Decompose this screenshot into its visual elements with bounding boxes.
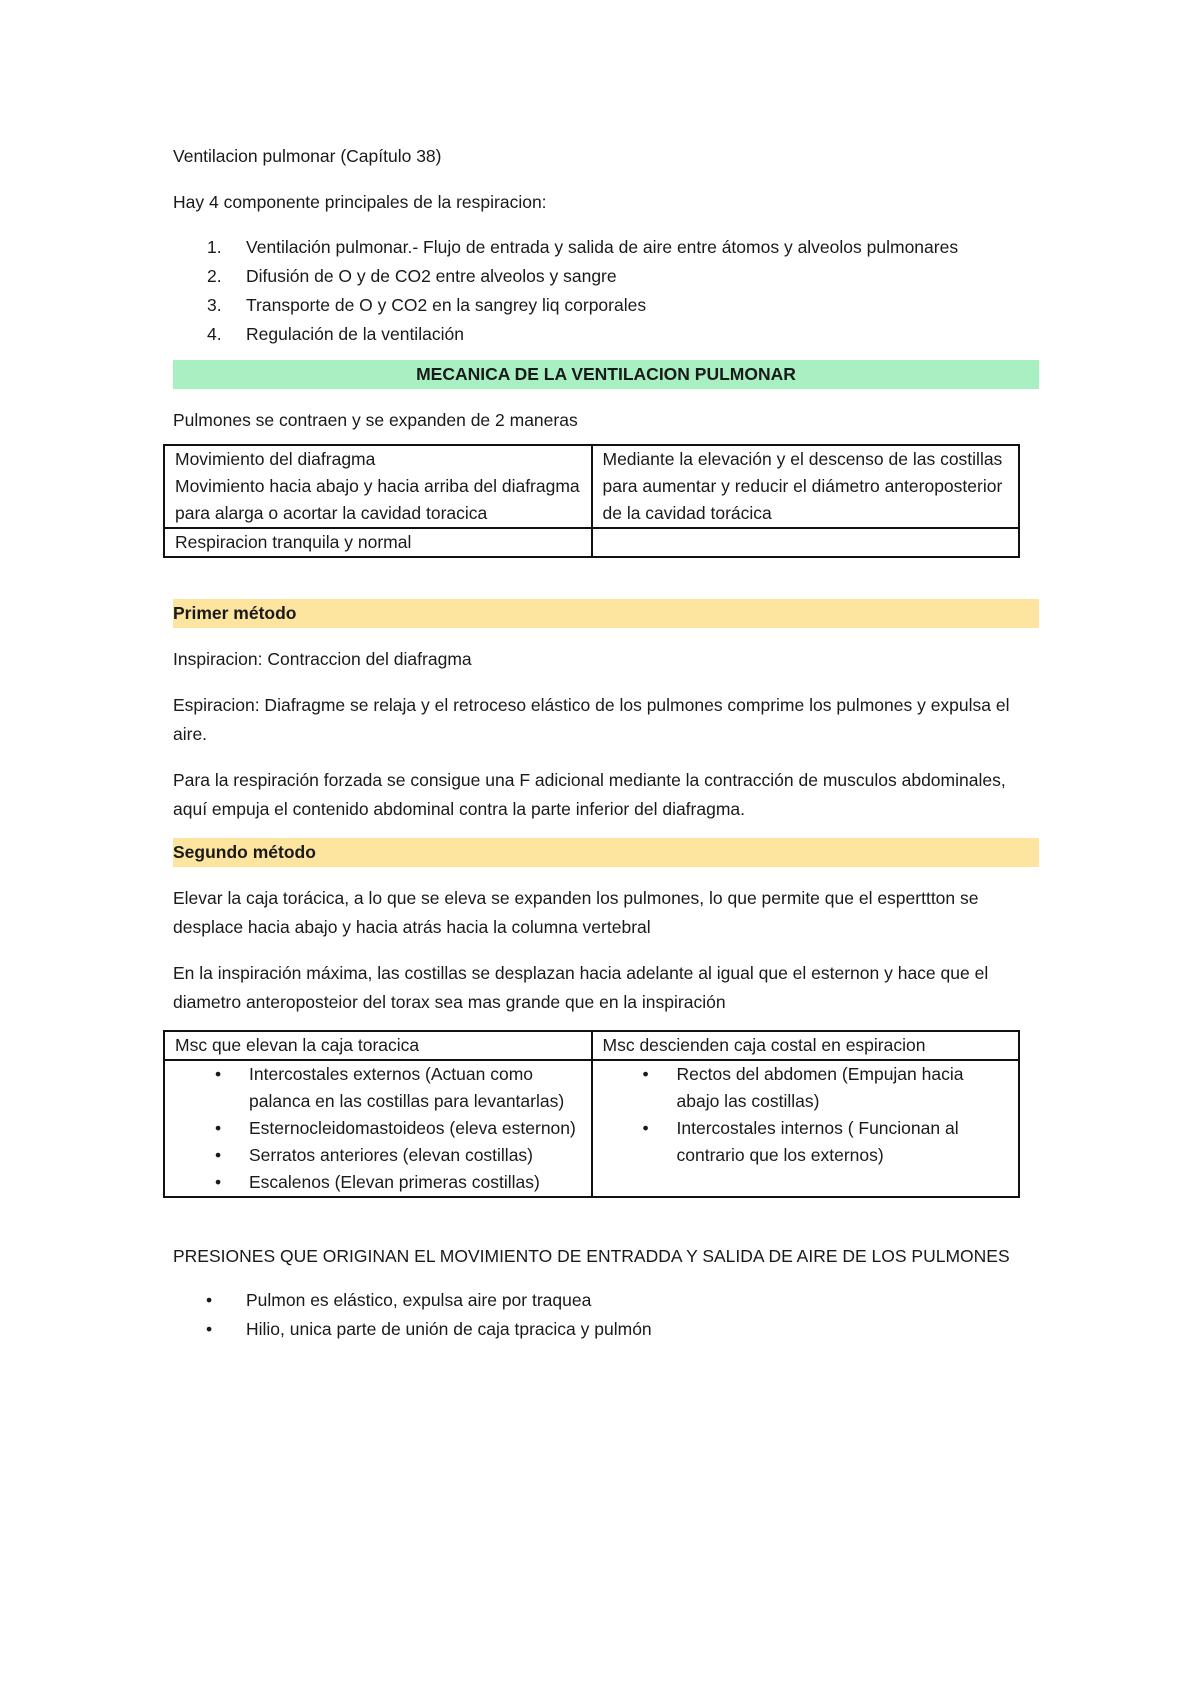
bullet-icon: • bbox=[206, 1319, 213, 1339]
list-item: • Intercostales externos (Actuan como palanca en las costillas para levantarlas) bbox=[175, 1061, 581, 1115]
depresores-list bbox=[603, 1061, 1009, 1169]
primer-metodo-heading: Primer método bbox=[173, 599, 1039, 628]
bullet-icon: • bbox=[642, 1064, 649, 1084]
segundo-p1: Elevar la caja torácica, a lo que se eleva se expanden los pulmones, lo que permite que el esperttton se desplace hacia abajo y hacia atrás hacia la columna vertebral bbox=[173, 888, 979, 937]
inspiracion-text: Inspiracion: Contraccion del diafragma bbox=[173, 649, 472, 669]
list-item: 2. Difusión de O y de CO2 entre alveolos y sangre bbox=[207, 266, 617, 286]
bullet-icon: • bbox=[215, 1064, 222, 1084]
table-row bbox=[164, 1031, 1019, 1060]
mecanica-intro: Pulmones se contraen y se expanden de 2 maneras bbox=[173, 410, 578, 430]
table-row bbox=[164, 445, 1019, 528]
musculos-table bbox=[163, 1030, 1020, 1198]
list-item: • Esternocleidomastoideos (eleva esternon) bbox=[175, 1115, 581, 1142]
components-list bbox=[173, 233, 1039, 349]
table-cell bbox=[592, 528, 1020, 557]
bullet-icon: • bbox=[215, 1118, 222, 1138]
intro-text: Hay 4 componente principales de la respiracion: bbox=[173, 192, 547, 212]
table-row bbox=[164, 528, 1019, 557]
table-header-cell: Msc que elevan la caja toracica bbox=[164, 1031, 592, 1060]
document-body bbox=[173, 142, 1039, 1344]
list-item: • Hilio, unica parte de unión de caja tpracica y pulmón bbox=[173, 1315, 1039, 1344]
list-item: • Escalenos (Elevan primeras costillas) bbox=[175, 1169, 581, 1196]
bullet-icon: • bbox=[215, 1172, 222, 1192]
bullet-icon: • bbox=[215, 1145, 222, 1165]
presiones-list bbox=[173, 1286, 1039, 1344]
list-item: 1. Ventilación pulmonar.- Flujo de entrada y salida de aire entre átomos y alveolos pulmonares bbox=[207, 237, 959, 257]
movimiento-table bbox=[163, 444, 1020, 558]
list-item: • Intercostales internos ( Funcionan al contrario que los externos) bbox=[603, 1115, 1009, 1169]
page-title: Ventilacion pulmonar (Capítulo 38) bbox=[173, 146, 442, 166]
segundo-p2: En la inspiración máxima, las costillas se desplazan hacia adelante al igual que el esternon y hace que el diametro anteroposteior del torax sea mas grande que en la inspiración bbox=[173, 963, 989, 1012]
table-header-cell: Msc descienden caja costal en espiracion bbox=[592, 1031, 1020, 1060]
mecanica-heading: MECANICA DE LA VENTILACION PULMONAR bbox=[173, 360, 1039, 389]
list-item: • Serratos anteriores (elevan costillas) bbox=[175, 1142, 581, 1169]
elevadores-list bbox=[175, 1061, 581, 1196]
table-cell bbox=[164, 1060, 592, 1197]
espiracion-text: Espiracion: Diafragme se relaja y el retroceso elástico de los pulmones comprime los pulmones y expulsa el aire. bbox=[173, 695, 1010, 744]
table-row bbox=[164, 1060, 1019, 1197]
presiones-heading: PRESIONES QUE ORIGINAN EL MOVIMIENTO DE ENTRADDA Y SALIDA DE AIRE DE LOS PULMONES bbox=[173, 1246, 1010, 1266]
list-item: 3. Transporte de O y CO2 en la sangrey liq corporales bbox=[207, 295, 647, 315]
table-cell: Respiracion tranquila y normal bbox=[164, 528, 592, 557]
list-item: • Pulmon es elástico, expulsa aire por traquea bbox=[173, 1286, 1039, 1315]
table-cell: Movimiento del diafragma Movimiento hacia abajo y hacia arriba del diafragma para alarga o acortar la cavidad toracica bbox=[164, 445, 592, 528]
bullet-icon: • bbox=[642, 1118, 649, 1138]
bullet-icon: • bbox=[206, 1290, 213, 1310]
list-item: 4. Regulación de la ventilación bbox=[207, 324, 464, 344]
list-item: • Rectos del abdomen (Empujan hacia abajo las costillas) bbox=[603, 1061, 1009, 1115]
table-cell bbox=[592, 1060, 1020, 1197]
segundo-metodo-heading: Segundo método bbox=[173, 838, 1039, 867]
table-cell: Mediante la elevación y el descenso de las costillas para aumentar y reducir el diámetro anteroposterior de la cavidad torácica bbox=[592, 445, 1020, 528]
forzada-text: Para la respiración forzada se consigue una F adicional mediante la contracción de musculos abdominales, aquí empuja el contenido abdominal contra la parte inferior del diafragma. bbox=[173, 770, 1006, 819]
